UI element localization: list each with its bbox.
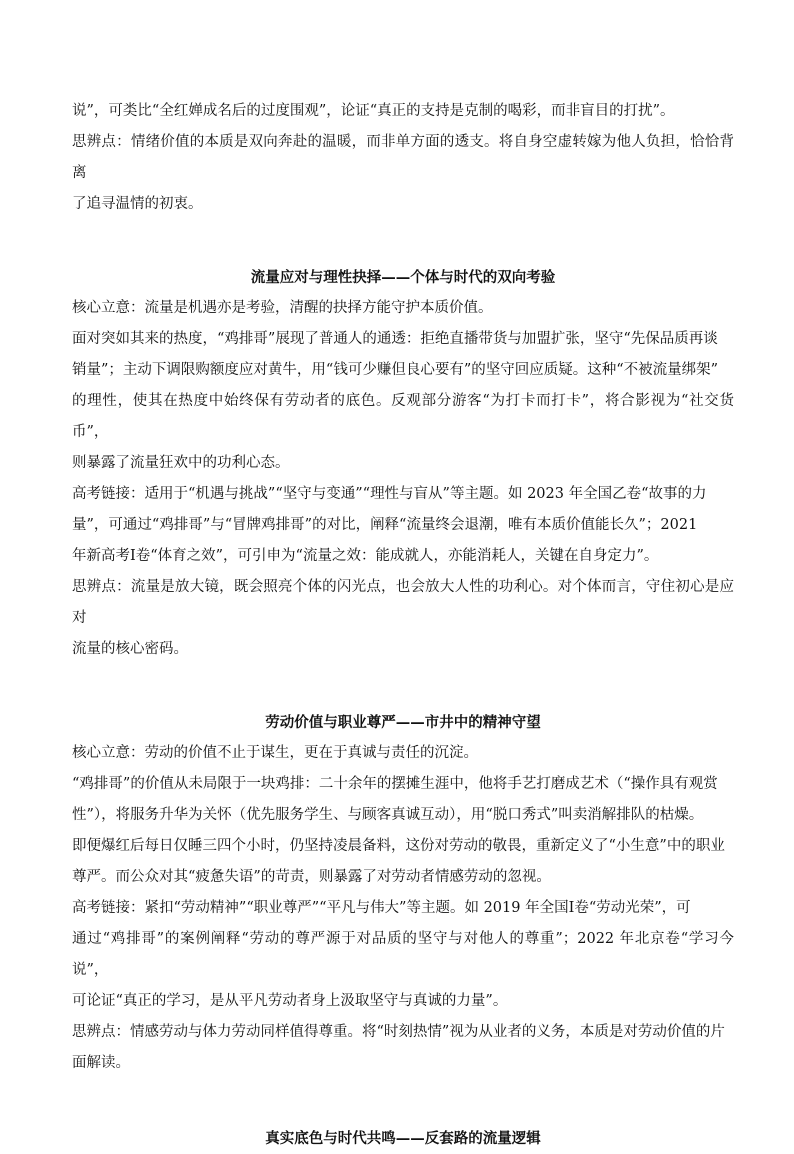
section-intro [72,96,734,220]
paragraph-line: 则暴露了流量狂欢中的功利心态。 [72,455,290,471]
section-labor [72,707,734,1079]
section-heading: 真实底色与时代共鸣——反套路的流量逻辑 [265,1130,541,1147]
paragraph-line: 思辨点：情绪价值的本质是双向奔赴的温暖，而非单方面的透支。将自身空虚转嫁为他人负担，恰恰背离 [72,134,734,181]
paragraph-line: “鸡排哥”的价值从未局限于一块鸡排：二十余年的摆摊生涯中，他将手艺打磨成艺术（“操作具有观赏 [72,776,718,792]
paragraph-line: 高考链接：适用于“机遇与挑战”“坚守与变通”“理性与盲从”等主题。如 2023 年全国乙卷“故事的力 [72,486,707,502]
paragraph-line: 高考链接：紧扣“劳动精神”“职业尊严”“平凡与伟大”等主题。如 2019 年全国Ⅰ卷“劳动光荣”，可 [72,900,691,916]
document-page [72,96,734,1154]
section-heading: 流量应对与理性抉择——个体与时代的双向考验 [250,269,556,286]
paragraph-line: 尊严。而公众对其“疲惫失语”的苛责，则暴露了对劳动者情感劳动的忽视。 [72,869,551,885]
paragraph-line: 即便爆红后每日仅睡三四个小时，仍坚持凌晨备料，这份对劳动的敬畏，重新定义了“小生意”中的职业 [72,838,725,854]
paragraph-line: 核心立意：流量是机遇亦是考验，清醒的抉择方能守护本质价值。 [72,300,493,316]
paragraph-line: 年新高考Ⅰ卷“体育之效”，可引申为“流量之效：能成就人，亦能消耗人，关键在自身定力”。 [72,548,659,564]
paragraph-line: 的理性，使其在热度中始终保有劳动者的底色。反观部分游客“为打卡而打卡”，将合影视为“社交货币”， [72,393,734,440]
paragraph-line: 说”，可类比“全红婵成名后的过度围观”，论证“真正的支持是克制的喝彩，而非盲目的打扰”。 [72,103,675,119]
paragraph-line: 性”），将服务升华为关怀（优先服务学生、与顾客真诚互动），用“脱口秀式”叫卖消解排队的枯燥。 [72,807,704,823]
paragraph-line: 思辨点：流量是放大镜，既会照亮个体的闪光点，也会放大人性的功利心。对个体而言，守住初心是应对 [72,579,734,626]
paragraph-line: 销量”；主动下调限购额度应对黄牛，用“钱可少赚但良心要有”的坚守回应质疑。这种“不被流量绑架” [72,362,719,378]
section-authenticity [72,1123,734,1154]
paragraph-line: 思辨点：情感劳动与体力劳动同样值得尊重。将“时刻热情”视为从业者的义务，本质是对劳动价值的片 [72,1024,725,1040]
paragraph-line: 通过“鸡排哥”的案例阐释“劳动的尊严源于对品质的坚守与对他人的尊重”；2022 年北京卷“学习今说”， [72,931,734,978]
section-traffic [72,262,734,665]
section-heading: 劳动价值与职业尊严——市井中的精神守望 [265,714,541,731]
paragraph-line: 核心立意：劳动的价值不止于谋生，更在于真诚与责任的沉淀。 [72,745,478,761]
paragraph-line: 了追寻温情的初衷。 [72,196,203,212]
paragraph-line: 流量的核心密码。 [72,641,188,657]
paragraph-line: 面对突如其来的热度，“鸡排哥”展现了普通人的通透：拒绝直播带货与加盟扩张，坚守“先保品质再谈 [72,331,718,347]
paragraph-line: 可论证“真正的学习，是从平凡劳动者身上汲取坚守与真诚的力量”。 [72,993,508,1009]
paragraph-line: 面解读。 [72,1055,130,1071]
paragraph-line: 量”，可通过“鸡排哥”与“冒牌鸡排哥”的对比，阐释“流量终会退潮，唯有本质价值能长久”；2021 [72,517,698,533]
